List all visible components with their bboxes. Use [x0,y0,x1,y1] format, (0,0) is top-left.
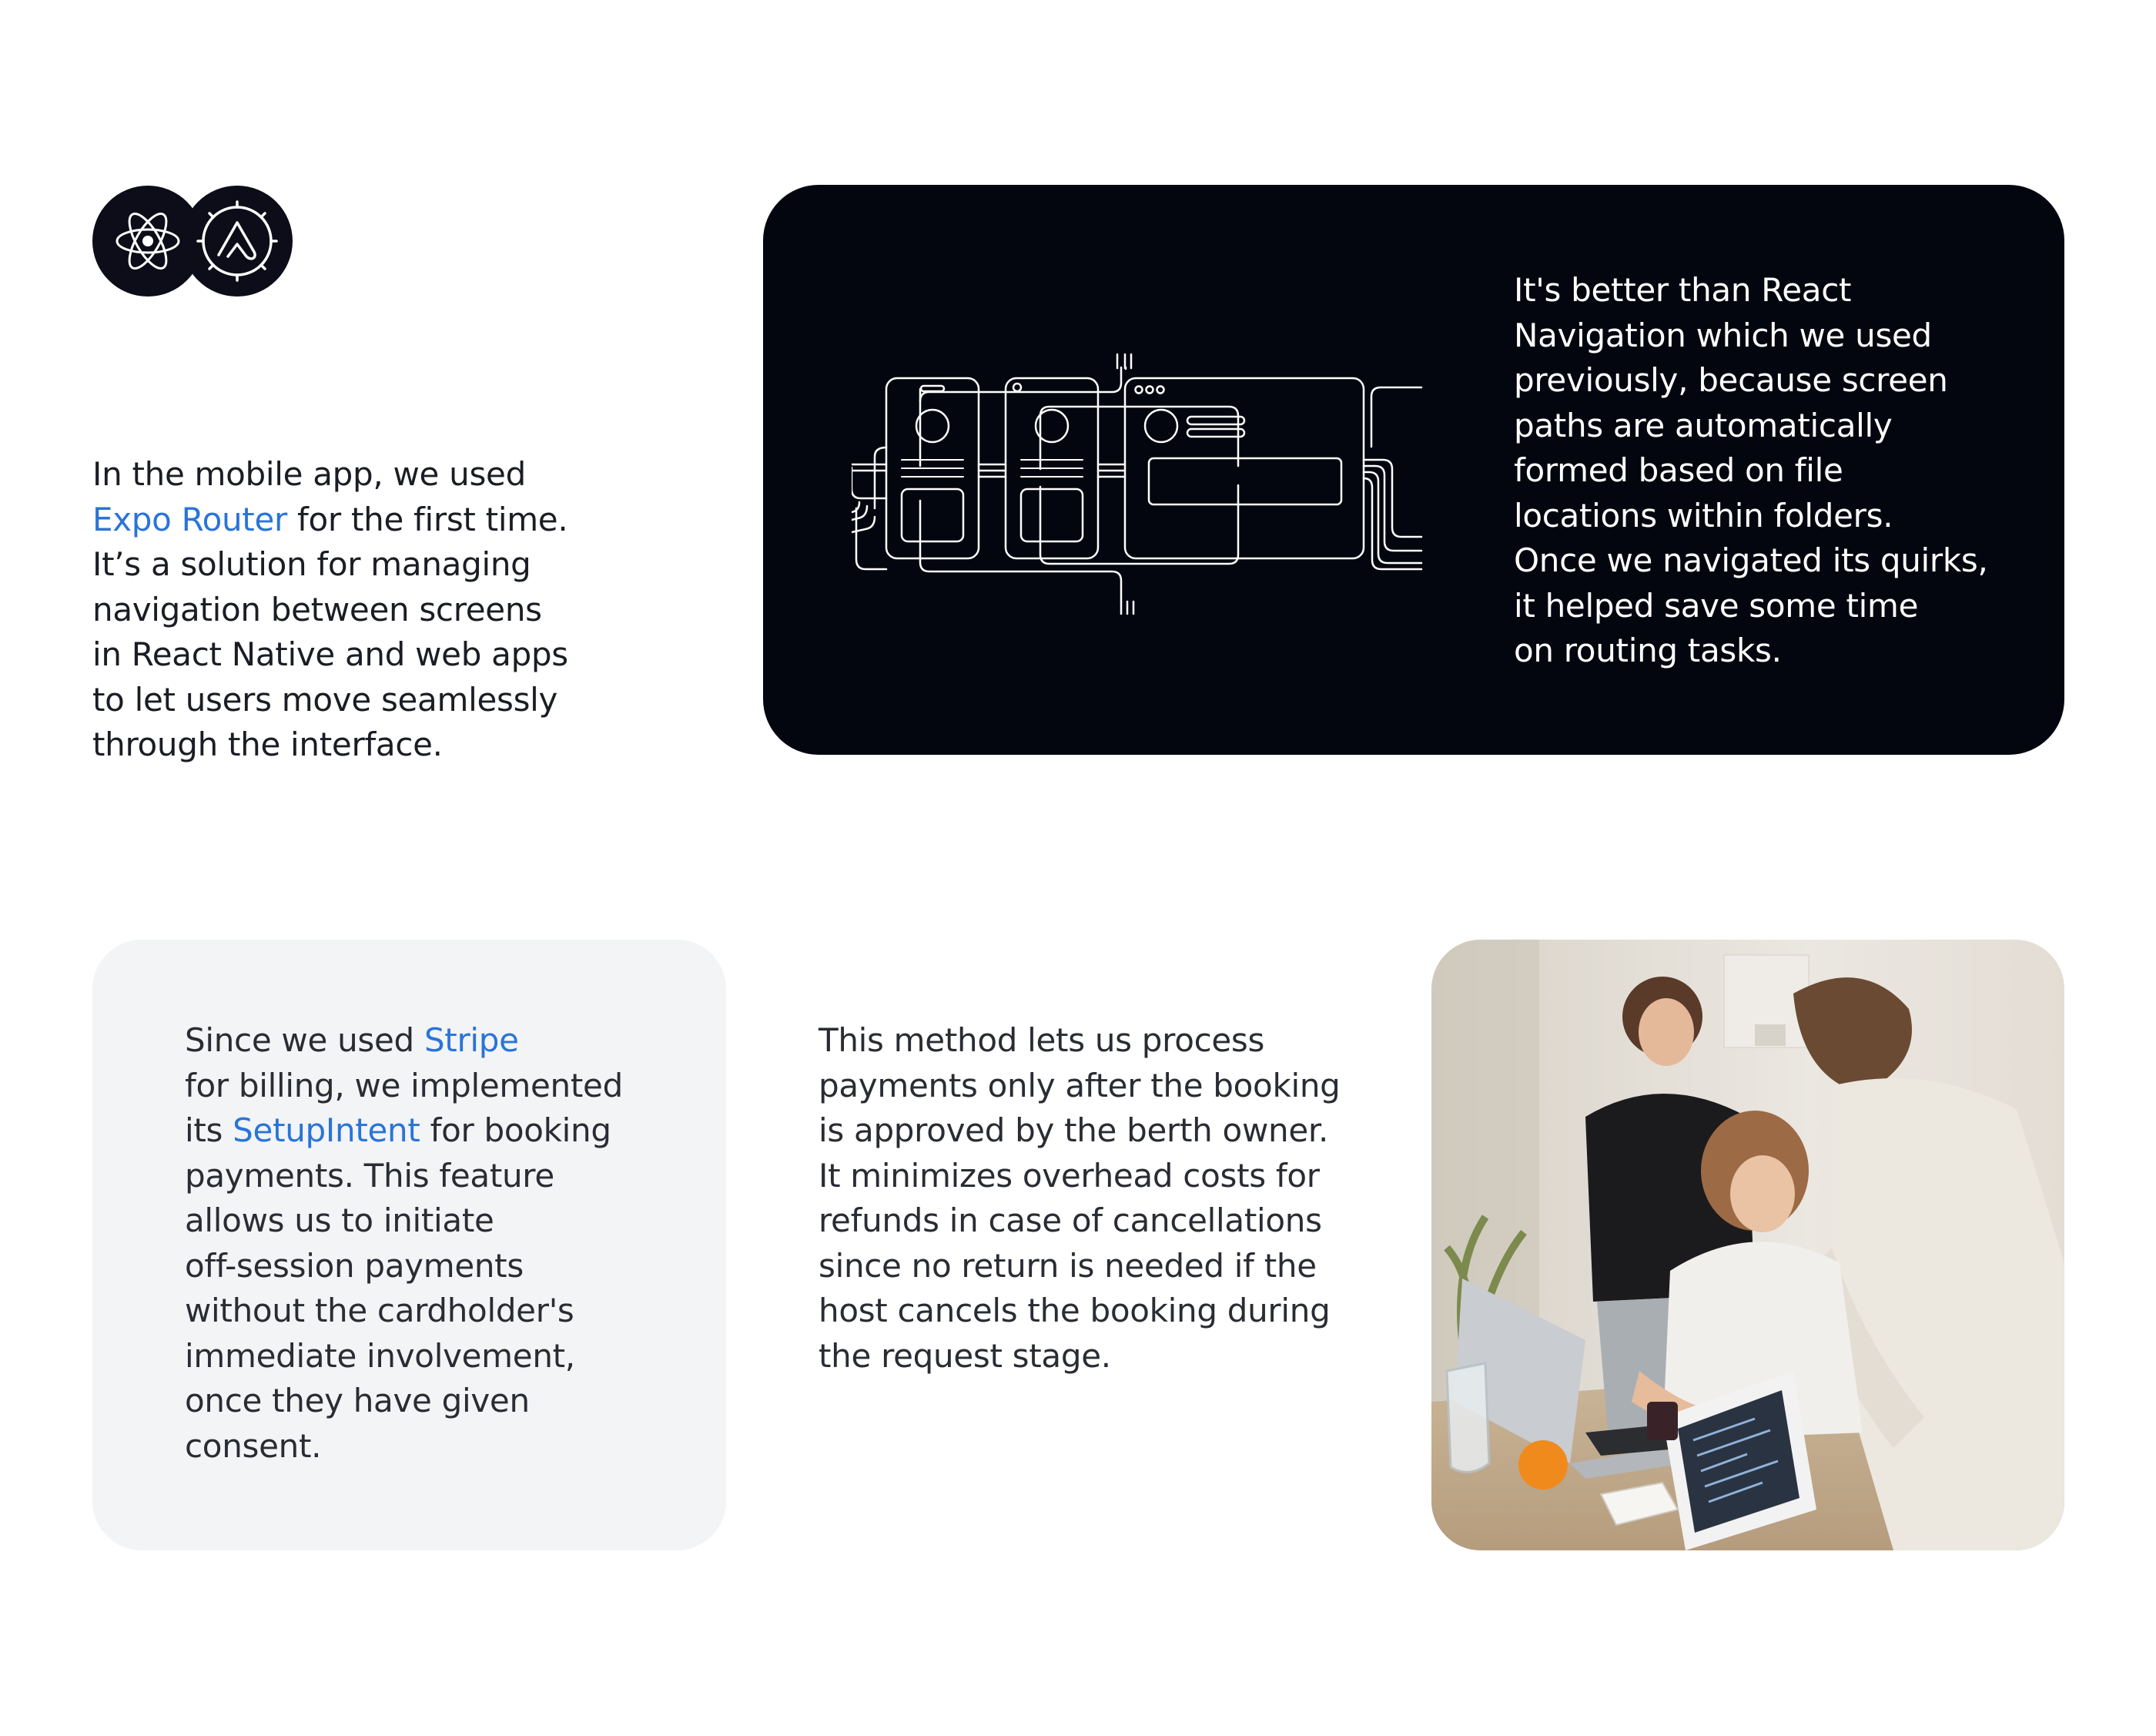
method-line: the request stage. [819,1336,1111,1375]
navigation-wireframe-illustration [852,273,1433,674]
setupintent-link[interactable]: SetupIntent [233,1111,420,1149]
method-line: This method lets us process [819,1021,1265,1059]
method-line: It minimizes overhead costs for [819,1156,1320,1195]
intro-line: through the interface. [92,726,443,763]
intro-line: It’s a solution for managing [92,545,531,583]
method-line: is approved by the berth owner. [819,1111,1329,1149]
expo-router-description-line: on routing tasks. [1514,632,1782,669]
method-description [819,1018,1341,1379]
method-line: since no return is needed if the [819,1246,1317,1285]
stripe-line: consent. [185,1426,322,1465]
stripe-line: for billing, we implemented [185,1066,623,1104]
intro-line: navigation between screens [92,590,542,628]
method-line: refunds in case of cancellations [819,1201,1322,1239]
expo-router-description-line: Navigation which we used [1514,316,1932,354]
expo-router-description [1514,268,1988,674]
intro-line-text: for the first time. [287,500,568,538]
stripe-line: once they have given [185,1382,530,1419]
stripe-line: payments. This feature [185,1156,554,1195]
stripe-line: without the cardholder's [185,1292,574,1329]
stripe-card [92,940,726,1550]
expo-router-description-line: locations within folders. [1514,496,1893,535]
method-line: host cancels the booking during [819,1292,1331,1329]
stripe-description [185,1018,623,1469]
team-working-at-laptops-photo [1431,940,2064,1550]
stripe-line: allows us to initiate [185,1201,494,1239]
method-line: payments only after the booking [819,1066,1341,1104]
expo-router-description-line: It's better than React [1514,271,1852,309]
expo-router-description-line: previously, because screen [1514,361,1948,399]
intro-line [92,498,568,543]
tech-icons [92,186,293,297]
stripe-line [185,1018,623,1064]
expo-router-description-line: formed based on file [1514,451,1843,489]
expo-router-description-line: Once we navigated its quirks, [1514,541,1988,579]
expo-router-card [763,185,2064,755]
expo-router-link[interactable]: Expo Router [92,500,287,538]
stripe-link[interactable]: Stripe [424,1021,519,1059]
expo-router-description-line: it helped save some time [1514,586,1919,625]
intro-line: to let users move seamlessly [92,680,558,719]
stripe-line [185,1108,623,1154]
stripe-line-text: its [185,1111,233,1149]
intro-line: In the mobile app, we used [92,455,526,493]
stripe-line: off-session payments [185,1246,524,1285]
expo-router-description-line: paths are automatically [1514,406,1893,444]
stripe-line-text: for booking [420,1111,611,1149]
stripe-line-text: Since we used [185,1021,424,1059]
intro-paragraph [92,452,568,768]
stripe-line: immediate involvement, [185,1336,575,1375]
intro-line: in React Native and web apps [92,635,568,673]
expo-router-icon [182,186,293,297]
